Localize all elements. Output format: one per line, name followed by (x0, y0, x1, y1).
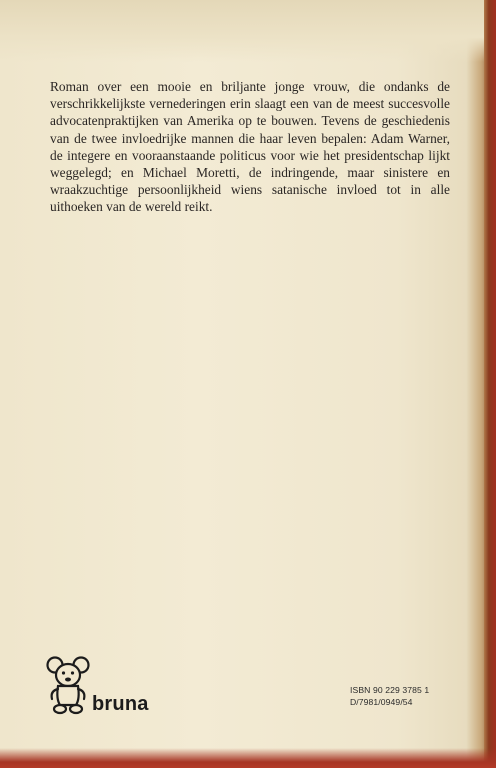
bear-logo-icon (46, 655, 90, 717)
depot-number: D/7981/0949/54 (350, 697, 413, 707)
cover-top-band (0, 0, 496, 62)
isbn-number: ISBN 90 229 3785 1 (350, 685, 430, 695)
synopsis-text: Roman over een mooie en briljante jonge vrouw, die ondanks de verschrikkelijkste vernederingen erin slaagt een van de meest succesvolle advocatenpraktijken van Amerika op te bouwen. Tevens de geschiedenis van de twee invloedrijke mannen die haar leven bepalen: Adam Warner, de integere en vooraanstaande politicus voor wie het presidentschap lijkt weggelegd; en Michael Moretti, de indringende, maar sinistere en wraakzuchtige persoonlijkheid wiens satanische invloed tot in alle uithoeken van de wereld reikt. (50, 79, 450, 215)
publisher-name: bruna (92, 693, 149, 715)
publisher-logo (46, 655, 156, 717)
cover-bottom-edge (0, 748, 496, 768)
cover-right-edge (484, 0, 496, 768)
isbn-block (350, 684, 460, 708)
